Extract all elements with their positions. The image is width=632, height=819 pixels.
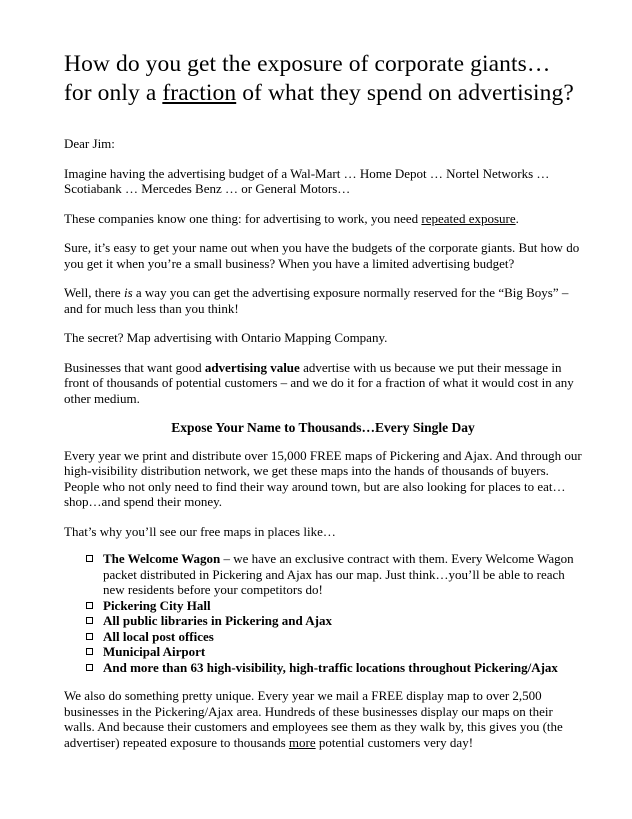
- paragraph-text: Well, there: [64, 285, 124, 300]
- salutation: Dear Jim:: [64, 136, 115, 151]
- paragraph-text: .: [515, 210, 519, 226]
- paragraph-text: advertise with us because we put their message in front of thousands of potential customers – and we do it for a fraction of what it would cost in any other medium.: [64, 359, 574, 406]
- underlined-text: repeated exposure: [421, 210, 516, 226]
- paragraph-places-intro: That’s why you’ll see our free maps in places like…: [64, 523, 336, 539]
- paragraph-small-business: Sure, it’s easy to get your name out when you have the budgets of the corporate giants. But how do you get it when you’re a small business? When you have a limited advertising budget?: [64, 240, 580, 271]
- bold-text: advertising value: [204, 359, 300, 375]
- paragraph-text: Businesses that want good: [64, 359, 205, 375]
- section-heading: Expose Your Name to Thousands…Every Single Day: [171, 420, 475, 435]
- list-item: [86, 644, 582, 660]
- square-bullet-icon: [86, 633, 93, 640]
- paragraph-text: potential customers very day!: [315, 734, 474, 750]
- headline-line-2-pre: for only a: [64, 80, 163, 106]
- square-bullet-icon: [86, 555, 93, 562]
- list-item-bold: All local post offices: [103, 628, 214, 644]
- list-item: [86, 551, 582, 598]
- square-bullet-icon: [86, 664, 93, 671]
- paragraph-big-boys: [64, 285, 582, 316]
- paragraph-distribution: Every year we print and distribute over 15,000 FREE maps of Pickering and Ajax. And through our high-visibility distribution network, we get these maps into the hands of thousands of buyers. People who not only need to find their way around town, but are also looking for places to eat…shop…and spend their money.: [64, 447, 582, 509]
- headline-line-1: How do you get the exposure of corporate giants…: [64, 51, 551, 77]
- paragraph-budgets: Imagine having the advertising budget of a Wal-Mart … Home Depot … Nortel Networks … Scotiabank … Mercedes Benz … or General Motors…: [64, 165, 550, 196]
- list-item-bold: All public libraries in Pickering and Ajax: [103, 613, 332, 628]
- letter-body: [64, 136, 582, 764]
- headline-line-2-post: of what they spend on advertising?: [236, 80, 574, 106]
- square-bullet-icon: [86, 602, 93, 609]
- list-item: [86, 660, 582, 676]
- list-item-bold: The Welcome Wagon: [103, 551, 221, 566]
- list-item-bold: Municipal Airport: [103, 644, 206, 659]
- list-item: [86, 598, 582, 614]
- paragraph-text: These companies know one thing: for advertising to work, you need: [64, 210, 422, 226]
- square-bullet-icon: [86, 617, 93, 624]
- paragraph-advertising-value: [64, 360, 582, 407]
- underlined-text: more: [288, 734, 316, 750]
- locations-list: [64, 551, 582, 675]
- italic-text: is: [123, 285, 133, 300]
- paragraph-secret: The secret? Map advertising with Ontario Mapping Company.: [64, 330, 388, 345]
- paragraph-repeated-exposure: [64, 211, 582, 227]
- headline-fraction-underlined: fraction: [162, 80, 237, 106]
- list-item: [86, 629, 582, 645]
- square-bullet-icon: [86, 648, 93, 655]
- list-item: [86, 613, 582, 629]
- headline: [64, 50, 604, 108]
- list-item-bold: Pickering City Hall: [103, 597, 211, 613]
- list-item-bold: And more than 63 high-visibility, high-traffic locations throughout Pickering/Ajax: [103, 659, 558, 675]
- list-item-text: – we have an exclusive contract with them. Every Welcome Wagon packet distributed in Pickering and Ajax has our map. Just think…you’ll be able to reach new residents before your competitors do!: [103, 551, 574, 597]
- paragraph-text: We also do something pretty unique. Every year we mail a FREE display map to over 2,500 businesses in the Pickering/Ajax area. Hundreds of these businesses display our maps on their walls. And because their customers and employees see them as they walk by, this gives you (the advertiser) repeated exposure to thousands: [64, 688, 563, 750]
- paragraph-text: a way you can get the advertising exposure normally reserved for the “Big Boys” – and for much less than you think!: [64, 285, 569, 316]
- paragraph-display-map: [64, 688, 582, 750]
